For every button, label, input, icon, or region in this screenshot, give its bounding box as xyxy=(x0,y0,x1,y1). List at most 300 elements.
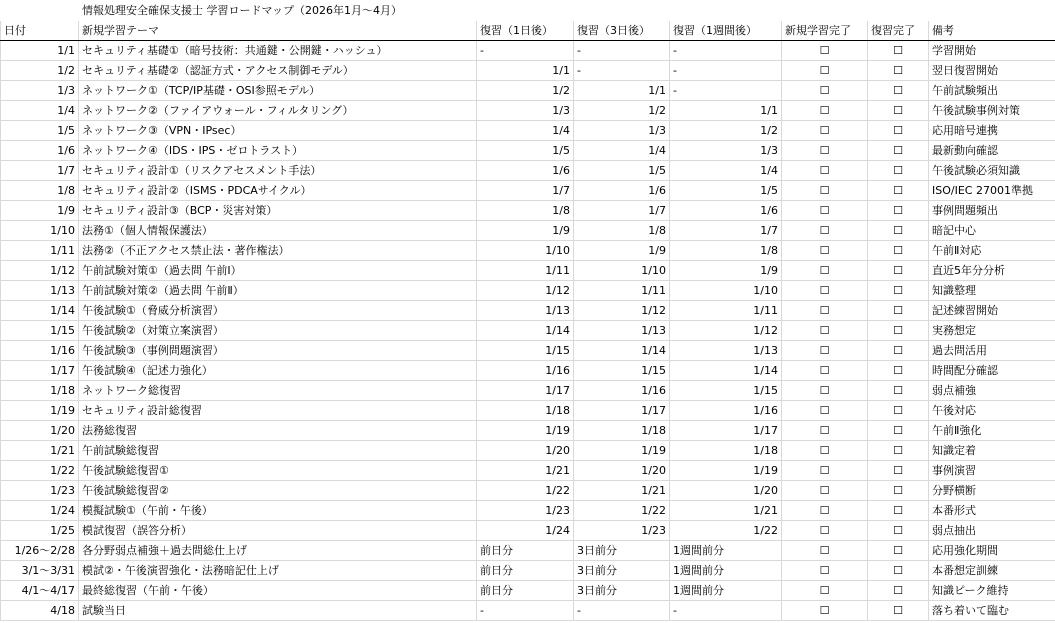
review-1week-cell[interactable]: 1/8 xyxy=(670,241,782,261)
study-done-checkbox[interactable] xyxy=(782,501,868,521)
date-cell[interactable]: 1/23 xyxy=(1,481,79,501)
review-1week-cell[interactable]: 1/9 xyxy=(670,261,782,281)
review-3day-cell[interactable]: 1/8 xyxy=(574,221,670,241)
review-done-checkbox[interactable] xyxy=(868,381,929,401)
review-3day-cell[interactable]: 1/22 xyxy=(574,501,670,521)
review-1day-cell[interactable]: 1/22 xyxy=(477,481,574,501)
theme-cell[interactable]: 各分野弱点補強＋過去問総仕上げ xyxy=(79,541,477,561)
review-1week-cell[interactable]: 1週間前分 xyxy=(670,541,782,561)
study-done-checkbox[interactable] xyxy=(782,381,868,401)
review-done-checkbox[interactable] xyxy=(868,401,929,421)
checkbox-glyph: ☐ xyxy=(819,324,830,337)
header-study-done[interactable]: 新規学習完了 xyxy=(782,21,868,41)
date-cell[interactable]: 1/16 xyxy=(1,341,79,361)
checkbox-glyph: ☐ xyxy=(893,264,903,277)
review-done-checkbox[interactable] xyxy=(868,541,929,561)
note-cell[interactable]: 知識ピーク維持 xyxy=(929,581,1055,601)
checkbox-glyph: ☐ xyxy=(819,64,830,77)
theme-cell[interactable]: セキュリティ基礎②（認証方式・アクセス制御モデル） xyxy=(79,61,477,81)
study-done-checkbox[interactable] xyxy=(782,61,868,81)
theme-cell[interactable]: 午後試験①（脅威分析演習） xyxy=(79,301,477,321)
review-1day-cell[interactable]: 前日分 xyxy=(477,541,574,561)
study-done-checkbox[interactable] xyxy=(782,341,868,361)
note-cell[interactable]: 暗記中心 xyxy=(929,221,1055,241)
note-cell[interactable]: 本番想定訓練 xyxy=(929,561,1055,581)
review-3day-cell[interactable]: 1/10 xyxy=(574,261,670,281)
table-row xyxy=(1,421,1055,441)
review-done-checkbox[interactable] xyxy=(868,241,929,261)
note-cell[interactable]: 知識整理 xyxy=(929,281,1055,301)
note-cell[interactable]: 応用強化期間 xyxy=(929,541,1055,561)
title-spacer-cell[interactable] xyxy=(1,1,79,21)
review-1day-cell[interactable]: 1/21 xyxy=(477,461,574,481)
review-1week-cell[interactable]: 1/13 xyxy=(670,341,782,361)
date-cell[interactable]: 1/12 xyxy=(1,261,79,281)
table-row xyxy=(1,301,1055,321)
review-done-checkbox[interactable] xyxy=(868,81,929,101)
review-1day-cell[interactable]: 1/23 xyxy=(477,501,574,521)
review-done-checkbox[interactable] xyxy=(868,581,929,601)
table-row xyxy=(1,561,1055,581)
review-done-checkbox[interactable] xyxy=(868,521,929,541)
table-row xyxy=(1,281,1055,301)
table-row xyxy=(1,361,1055,381)
study-done-checkbox[interactable] xyxy=(782,401,868,421)
review-done-checkbox[interactable] xyxy=(868,201,929,221)
date-cell[interactable]: 1/8 xyxy=(1,181,79,201)
review-done-checkbox[interactable] xyxy=(868,161,929,181)
review-1week-cell[interactable]: - xyxy=(670,61,782,81)
review-1week-cell[interactable]: 1/21 xyxy=(670,501,782,521)
checkbox-glyph: ☐ xyxy=(893,404,903,417)
checkbox-glyph: ☐ xyxy=(819,544,830,557)
note-cell[interactable]: 時間配分確認 xyxy=(929,361,1055,381)
review-1week-cell[interactable]: - xyxy=(670,41,782,61)
review-1day-cell[interactable]: 1/12 xyxy=(477,281,574,301)
note-cell[interactable]: 実務想定 xyxy=(929,321,1055,341)
review-1week-cell[interactable]: 1/2 xyxy=(670,121,782,141)
table-row xyxy=(1,541,1055,561)
study-done-checkbox[interactable] xyxy=(782,361,868,381)
theme-cell[interactable]: 法務②（不正アクセス禁止法・著作権法） xyxy=(79,241,477,261)
checkbox-glyph: ☐ xyxy=(819,424,830,437)
sheet-title[interactable]: 情報処理安全確保支援士 学習ロードマップ（2026年1月〜4月） xyxy=(79,1,1055,21)
table-row xyxy=(1,201,1055,221)
header-theme[interactable]: 新規学習テーマ xyxy=(79,21,477,41)
review-done-checkbox[interactable] xyxy=(868,341,929,361)
study-done-checkbox[interactable] xyxy=(782,161,868,181)
review-3day-cell[interactable]: 1/15 xyxy=(574,361,670,381)
theme-cell[interactable]: セキュリティ設計②（ISMS・PDCAサイクル） xyxy=(79,181,477,201)
checkbox-glyph: ☐ xyxy=(893,464,903,477)
review-3day-cell[interactable]: 1/9 xyxy=(574,241,670,261)
review-1week-cell[interactable]: 1週間前分 xyxy=(670,561,782,581)
study-done-checkbox[interactable] xyxy=(782,281,868,301)
table-row xyxy=(1,261,1055,281)
review-done-checkbox[interactable] xyxy=(868,561,929,581)
theme-cell[interactable]: ネットワーク①（TCP/IP基礎・OSI参照モデル） xyxy=(79,81,477,101)
review-3day-cell[interactable]: 3日前分 xyxy=(574,561,670,581)
theme-cell[interactable]: 午後試験総復習② xyxy=(79,481,477,501)
checkbox-glyph: ☐ xyxy=(819,144,830,157)
study-done-checkbox[interactable] xyxy=(782,41,868,61)
review-done-checkbox[interactable] xyxy=(868,441,929,461)
checkbox-glyph: ☐ xyxy=(893,304,903,317)
review-1day-cell[interactable]: 1/10 xyxy=(477,241,574,261)
review-1day-cell[interactable]: 1/16 xyxy=(477,361,574,381)
theme-cell[interactable]: 法務①（個人情報保護法） xyxy=(79,221,477,241)
review-3day-cell[interactable]: 1/13 xyxy=(574,321,670,341)
note-cell[interactable]: 午前Ⅱ強化 xyxy=(929,421,1055,441)
theme-cell[interactable]: 最終総復習（午前・午後） xyxy=(79,581,477,601)
checkbox-glyph: ☐ xyxy=(819,124,830,137)
date-cell[interactable]: 1/5 xyxy=(1,121,79,141)
review-3day-cell[interactable]: 1/20 xyxy=(574,461,670,481)
review-3day-cell[interactable]: - xyxy=(574,601,670,621)
review-3day-cell[interactable]: 3日前分 xyxy=(574,581,670,601)
review-1week-cell[interactable]: 1/4 xyxy=(670,161,782,181)
study-done-checkbox[interactable] xyxy=(782,201,868,221)
study-done-checkbox[interactable] xyxy=(782,441,868,461)
study-done-checkbox[interactable] xyxy=(782,81,868,101)
review-done-checkbox[interactable] xyxy=(868,361,929,381)
review-3day-cell[interactable]: 1/23 xyxy=(574,521,670,541)
review-3day-cell[interactable]: 3日前分 xyxy=(574,541,670,561)
note-cell[interactable]: 最新動向確認 xyxy=(929,141,1055,161)
header-date[interactable]: 日付 xyxy=(1,21,79,41)
note-cell[interactable]: 過去問活用 xyxy=(929,341,1055,361)
date-cell[interactable]: 1/11 xyxy=(1,241,79,261)
review-3day-cell[interactable]: 1/3 xyxy=(574,121,670,141)
review-1day-cell[interactable]: 前日分 xyxy=(477,581,574,601)
checkbox-glyph: ☐ xyxy=(893,44,903,57)
review-1week-cell[interactable]: 1/16 xyxy=(670,401,782,421)
note-cell[interactable]: 弱点補強 xyxy=(929,381,1055,401)
review-1week-cell[interactable]: - xyxy=(670,81,782,101)
note-cell[interactable]: 本番形式 xyxy=(929,501,1055,521)
review-1day-cell[interactable]: 1/5 xyxy=(477,141,574,161)
review-1day-cell[interactable]: 1/14 xyxy=(477,321,574,341)
review-1day-cell[interactable]: 1/20 xyxy=(477,441,574,461)
date-cell[interactable]: 3/1〜3/31 xyxy=(1,561,79,581)
theme-cell[interactable]: セキュリティ設計総復習 xyxy=(79,401,477,421)
study-done-checkbox[interactable] xyxy=(782,261,868,281)
review-done-checkbox[interactable] xyxy=(868,281,929,301)
study-done-checkbox[interactable] xyxy=(782,461,868,481)
checkbox-glyph: ☐ xyxy=(893,184,903,197)
review-3day-cell[interactable]: 1/11 xyxy=(574,281,670,301)
checkbox-glyph: ☐ xyxy=(893,164,903,177)
checkbox-glyph: ☐ xyxy=(893,224,903,237)
date-cell[interactable]: 1/26〜2/28 xyxy=(1,541,79,561)
theme-cell[interactable]: 試験当日 xyxy=(79,601,477,621)
theme-cell[interactable]: 午前試験対策①（過去問 午前Ⅰ） xyxy=(79,261,477,281)
date-cell[interactable]: 1/18 xyxy=(1,381,79,401)
review-1day-cell[interactable]: 1/8 xyxy=(477,201,574,221)
review-1day-cell[interactable]: 1/17 xyxy=(477,381,574,401)
date-cell[interactable]: 1/20 xyxy=(1,421,79,441)
review-done-checkbox[interactable] xyxy=(868,141,929,161)
review-3day-cell[interactable]: - xyxy=(574,41,670,61)
date-cell[interactable]: 1/10 xyxy=(1,221,79,241)
date-cell[interactable]: 1/22 xyxy=(1,461,79,481)
header-review-3day[interactable]: 復習（3日後） xyxy=(574,21,670,41)
review-1week-cell[interactable]: 1/18 xyxy=(670,441,782,461)
date-cell[interactable]: 1/24 xyxy=(1,501,79,521)
study-done-checkbox[interactable] xyxy=(782,561,868,581)
theme-cell[interactable]: セキュリティ基礎①（暗号技術：共通鍵・公開鍵・ハッシュ） xyxy=(79,41,477,61)
review-3day-cell[interactable]: 1/12 xyxy=(574,301,670,321)
theme-cell[interactable]: ネットワーク③（VPN・IPsec） xyxy=(79,121,477,141)
review-3day-cell[interactable]: 1/19 xyxy=(574,441,670,461)
review-1week-cell[interactable]: 1/7 xyxy=(670,221,782,241)
review-done-checkbox[interactable] xyxy=(868,321,929,341)
study-done-checkbox[interactable] xyxy=(782,121,868,141)
review-done-checkbox[interactable] xyxy=(868,501,929,521)
date-cell[interactable]: 1/7 xyxy=(1,161,79,181)
date-cell[interactable]: 4/18 xyxy=(1,601,79,621)
date-cell[interactable]: 1/6 xyxy=(1,141,79,161)
review-1day-cell[interactable]: 1/3 xyxy=(477,101,574,121)
study-done-checkbox[interactable] xyxy=(782,541,868,561)
table-row xyxy=(1,521,1055,541)
review-1day-cell[interactable]: 1/18 xyxy=(477,401,574,421)
review-done-checkbox[interactable] xyxy=(868,121,929,141)
date-cell[interactable]: 1/17 xyxy=(1,361,79,381)
table-row xyxy=(1,221,1055,241)
note-cell[interactable]: 弱点抽出 xyxy=(929,521,1055,541)
study-done-checkbox[interactable] xyxy=(782,141,868,161)
date-cell[interactable]: 1/15 xyxy=(1,321,79,341)
checkbox-glyph: ☐ xyxy=(893,64,903,77)
theme-cell[interactable]: 模試復習（誤答分析） xyxy=(79,521,477,541)
study-done-checkbox[interactable] xyxy=(782,221,868,241)
review-1week-cell[interactable]: 1/6 xyxy=(670,201,782,221)
review-done-checkbox[interactable] xyxy=(868,181,929,201)
note-cell[interactable]: 事例問題頻出 xyxy=(929,201,1055,221)
review-1week-cell[interactable]: 1/12 xyxy=(670,321,782,341)
study-done-checkbox[interactable] xyxy=(782,601,868,621)
review-3day-cell[interactable]: 1/14 xyxy=(574,341,670,361)
theme-cell[interactable]: ネットワーク④（IDS・IPS・ゼロトラスト） xyxy=(79,141,477,161)
review-done-checkbox[interactable] xyxy=(868,61,929,81)
review-done-checkbox[interactable] xyxy=(868,461,929,481)
review-done-checkbox[interactable] xyxy=(868,481,929,501)
header-review-1week[interactable]: 復習（1週間後） xyxy=(670,21,782,41)
theme-cell[interactable]: 法務総復習 xyxy=(79,421,477,441)
review-1day-cell[interactable]: 1/4 xyxy=(477,121,574,141)
review-3day-cell[interactable]: 1/16 xyxy=(574,381,670,401)
note-cell[interactable]: 記述練習開始 xyxy=(929,301,1055,321)
note-cell[interactable]: 事例演習 xyxy=(929,461,1055,481)
review-1week-cell[interactable]: 1/15 xyxy=(670,381,782,401)
header-review-done[interactable]: 復習完了 xyxy=(868,21,929,41)
checkbox-glyph: ☐ xyxy=(893,144,903,157)
review-1day-cell[interactable]: - xyxy=(477,601,574,621)
date-cell[interactable]: 4/1〜4/17 xyxy=(1,581,79,601)
review-1day-cell[interactable]: 1/6 xyxy=(477,161,574,181)
checkbox-glyph: ☐ xyxy=(819,484,830,497)
review-1day-cell[interactable]: 1/2 xyxy=(477,81,574,101)
theme-cell[interactable]: 午前試験総復習 xyxy=(79,441,477,461)
review-1week-cell[interactable]: 1/19 xyxy=(670,461,782,481)
review-3day-cell[interactable]: 1/17 xyxy=(574,401,670,421)
date-cell[interactable]: 1/4 xyxy=(1,101,79,121)
review-3day-cell[interactable]: 1/21 xyxy=(574,481,670,501)
study-done-checkbox[interactable] xyxy=(782,101,868,121)
checkbox-glyph: ☐ xyxy=(819,284,830,297)
study-done-checkbox[interactable] xyxy=(782,241,868,261)
review-3day-cell[interactable]: 1/18 xyxy=(574,421,670,441)
study-done-checkbox[interactable] xyxy=(782,181,868,201)
checkbox-glyph: ☐ xyxy=(893,484,903,497)
header-note[interactable]: 備考 xyxy=(929,21,1055,41)
study-done-checkbox[interactable] xyxy=(782,521,868,541)
date-cell[interactable]: 1/21 xyxy=(1,441,79,461)
theme-cell[interactable]: セキュリティ設計①（リスクアセスメント手法） xyxy=(79,161,477,181)
review-1week-cell[interactable]: 1/10 xyxy=(670,281,782,301)
review-done-checkbox[interactable] xyxy=(868,421,929,441)
table-row xyxy=(1,41,1055,61)
study-done-checkbox[interactable] xyxy=(782,421,868,441)
review-1day-cell[interactable]: 1/11 xyxy=(477,261,574,281)
review-1week-cell[interactable]: 1/20 xyxy=(670,481,782,501)
review-1week-cell[interactable]: 1/1 xyxy=(670,101,782,121)
date-cell[interactable]: 1/2 xyxy=(1,61,79,81)
date-cell[interactable]: 1/9 xyxy=(1,201,79,221)
checkbox-glyph: ☐ xyxy=(819,524,830,537)
note-cell[interactable]: 分野横断 xyxy=(929,481,1055,501)
table-row xyxy=(1,101,1055,121)
study-done-checkbox[interactable] xyxy=(782,321,868,341)
review-1day-cell[interactable]: 1/13 xyxy=(477,301,574,321)
review-3day-cell[interactable]: 1/1 xyxy=(574,81,670,101)
theme-cell[interactable]: 午前試験対策②（過去問 午前Ⅱ） xyxy=(79,281,477,301)
table-row xyxy=(1,581,1055,601)
checkbox-glyph: ☐ xyxy=(893,244,903,257)
checkbox-glyph: ☐ xyxy=(893,564,903,577)
review-1week-cell[interactable]: 1/22 xyxy=(670,521,782,541)
checkbox-glyph: ☐ xyxy=(819,444,830,457)
date-cell[interactable]: 1/13 xyxy=(1,281,79,301)
review-1week-cell[interactable]: 1/3 xyxy=(670,141,782,161)
date-cell[interactable]: 1/3 xyxy=(1,81,79,101)
review-1day-cell[interactable]: - xyxy=(477,41,574,61)
review-done-checkbox[interactable] xyxy=(868,261,929,281)
review-1day-cell[interactable]: 1/1 xyxy=(477,61,574,81)
theme-cell[interactable]: 午後試験総復習① xyxy=(79,461,477,481)
table-row xyxy=(1,601,1055,621)
review-done-checkbox[interactable] xyxy=(868,601,929,621)
review-done-checkbox[interactable] xyxy=(868,221,929,241)
checkbox-glyph: ☐ xyxy=(819,504,830,517)
theme-cell[interactable]: 模擬試験①（午前・午後） xyxy=(79,501,477,521)
date-cell[interactable]: 1/14 xyxy=(1,301,79,321)
date-cell[interactable]: 1/1 xyxy=(1,41,79,61)
theme-cell[interactable]: 午後試験④（記述力強化） xyxy=(79,361,477,381)
checkbox-glyph: ☐ xyxy=(893,124,903,137)
checkbox-glyph: ☐ xyxy=(893,384,903,397)
header-review-1day[interactable]: 復習（1日後） xyxy=(477,21,574,41)
review-done-checkbox[interactable] xyxy=(868,41,929,61)
theme-cell[interactable]: ネットワーク総復習 xyxy=(79,381,477,401)
review-1day-cell[interactable]: 1/7 xyxy=(477,181,574,201)
review-3day-cell[interactable]: 1/5 xyxy=(574,161,670,181)
date-cell[interactable]: 1/19 xyxy=(1,401,79,421)
review-1week-cell[interactable]: 1/11 xyxy=(670,301,782,321)
note-cell[interactable]: 午前試験頻出 xyxy=(929,81,1055,101)
study-done-checkbox[interactable] xyxy=(782,581,868,601)
review-3day-cell[interactable]: 1/6 xyxy=(574,181,670,201)
title-row xyxy=(1,1,1055,21)
checkbox-glyph: ☐ xyxy=(893,104,903,117)
review-1week-cell[interactable]: 1週間前分 xyxy=(670,581,782,601)
review-1day-cell[interactable]: 1/19 xyxy=(477,421,574,441)
review-3day-cell[interactable]: 1/2 xyxy=(574,101,670,121)
checkbox-glyph: ☐ xyxy=(893,344,903,357)
review-1week-cell[interactable]: - xyxy=(670,601,782,621)
checkbox-glyph: ☐ xyxy=(819,204,830,217)
review-1week-cell[interactable]: 1/14 xyxy=(670,361,782,381)
review-done-checkbox[interactable] xyxy=(868,101,929,121)
checkbox-glyph: ☐ xyxy=(819,404,830,417)
table-row xyxy=(1,461,1055,481)
study-done-checkbox[interactable] xyxy=(782,481,868,501)
table-row xyxy=(1,381,1055,401)
checkbox-glyph: ☐ xyxy=(819,224,830,237)
table-row xyxy=(1,321,1055,341)
checkbox-glyph: ☐ xyxy=(893,84,903,97)
note-cell[interactable]: 学習開始 xyxy=(929,41,1055,61)
checkbox-glyph: ☐ xyxy=(893,524,903,537)
checkbox-glyph: ☐ xyxy=(819,464,830,477)
note-cell[interactable]: 知識定着 xyxy=(929,441,1055,461)
note-cell[interactable]: 直近5年分分析 xyxy=(929,261,1055,281)
date-cell[interactable]: 1/25 xyxy=(1,521,79,541)
review-3day-cell[interactable]: - xyxy=(574,61,670,81)
checkbox-glyph: ☐ xyxy=(819,164,830,177)
note-cell[interactable]: 午前Ⅱ対応 xyxy=(929,241,1055,261)
checkbox-glyph: ☐ xyxy=(819,584,830,597)
checkbox-glyph: ☐ xyxy=(819,604,830,617)
review-1week-cell[interactable]: 1/5 xyxy=(670,181,782,201)
theme-cell[interactable]: 午後試験③（事例問題演習） xyxy=(79,341,477,361)
review-1day-cell[interactable]: 前日分 xyxy=(477,561,574,581)
note-cell[interactable]: 午後試験事例対策 xyxy=(929,101,1055,121)
theme-cell[interactable]: 午後試験②（対策立案演習） xyxy=(79,321,477,341)
review-3day-cell[interactable]: 1/7 xyxy=(574,201,670,221)
review-done-checkbox[interactable] xyxy=(868,301,929,321)
review-1day-cell[interactable]: 1/9 xyxy=(477,221,574,241)
theme-cell[interactable]: セキュリティ設計③（BCP・災害対策） xyxy=(79,201,477,221)
theme-cell[interactable]: 模試②・午後演習強化・法務暗記仕上げ xyxy=(79,561,477,581)
review-1day-cell[interactable]: 1/24 xyxy=(477,521,574,541)
study-done-checkbox[interactable] xyxy=(782,301,868,321)
note-cell[interactable]: 応用暗号連携 xyxy=(929,121,1055,141)
note-cell[interactable]: 午後試験必須知識 xyxy=(929,161,1055,181)
theme-cell[interactable]: ネットワーク②（ファイアウォール・フィルタリング） xyxy=(79,101,477,121)
review-1week-cell[interactable]: 1/17 xyxy=(670,421,782,441)
checkbox-glyph: ☐ xyxy=(893,544,903,557)
checkbox-glyph: ☐ xyxy=(819,564,830,577)
review-1day-cell[interactable]: 1/15 xyxy=(477,341,574,361)
note-cell[interactable]: 午後対応 xyxy=(929,401,1055,421)
note-cell[interactable]: ISO/IEC 27001準拠 xyxy=(929,181,1055,201)
checkbox-glyph: ☐ xyxy=(893,424,903,437)
note-cell[interactable]: 翌日復習開始 xyxy=(929,61,1055,81)
review-3day-cell[interactable]: 1/4 xyxy=(574,141,670,161)
note-cell[interactable]: 落ち着いて臨む xyxy=(929,601,1055,621)
